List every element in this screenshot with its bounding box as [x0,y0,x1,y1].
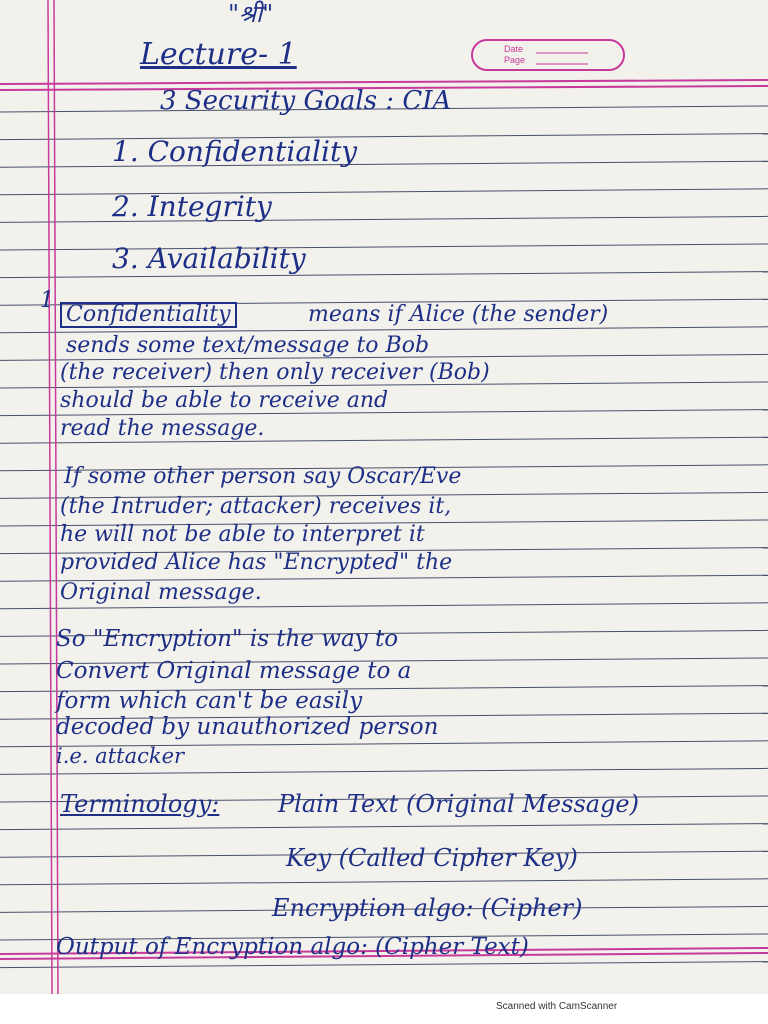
terminology-item: Plain Text (Original Message) [278,790,639,818]
margin-line [54,0,58,994]
paragraph-line: means if Alice (the sender) [308,302,609,327]
goal-item: 1. Confidentiality [112,135,358,168]
margin-line [48,0,52,994]
confidentiality-term: Confidentiality [60,302,237,328]
goal-item: 3. Availability [112,242,306,275]
date-label: Date [504,44,524,54]
date-page-stamp [468,36,628,74]
terminology-label: Terminology: [60,790,220,818]
paragraph-line: So "Encryption" is the way to [56,626,399,652]
paragraph-line: (the Intruder; attacker) receives it, [60,494,452,519]
paragraph-line: sends some text/message to Bob [66,333,430,358]
page-label: Page [504,55,526,65]
terminology-last-line: Output of Encryption algo: (Cipher Text) [56,934,529,960]
header-rule [0,80,768,84]
terminology-item: Key (Called Cipher Key) [286,844,578,872]
paragraph-line: he will not be able to interpret it [60,522,425,547]
goal-item: 2. Integrity [112,190,272,223]
paragraph-line: should be able to receive and [60,388,389,413]
ruled-line [0,824,768,830]
paragraph-line: form which can't be easily [56,688,363,714]
scanner-note: Scanned with CamScanner [496,1001,618,1012]
paragraph-line: decoded by unauthorized person [56,714,439,740]
paragraph-line: If some other person say Oscar/Eve [64,464,462,489]
terminology-item: Encryption algo: (Cipher) [272,894,583,922]
goals-heading: 3 Security Goals : CIA [160,86,452,116]
top-mark: "श्री" [228,0,274,28]
paragraph-line: Convert Original message to a [56,658,412,684]
paragraph-line: i.e. attacker [56,744,185,768]
paragraph-number: 1 [40,288,54,313]
paragraph-line: read the message. [60,416,265,441]
paragraph-line: (the receiver) then only receiver (Bob) [60,360,490,385]
paragraph-line: Original message. [60,580,262,605]
paragraph-line: provided Alice has "Encrypted" the [60,550,453,575]
ruled-line [0,879,768,885]
ruled-line [0,768,768,774]
ruled-line [0,962,768,968]
scan-footer [0,996,768,1024]
page-title: Lecture- 1 [140,37,297,72]
